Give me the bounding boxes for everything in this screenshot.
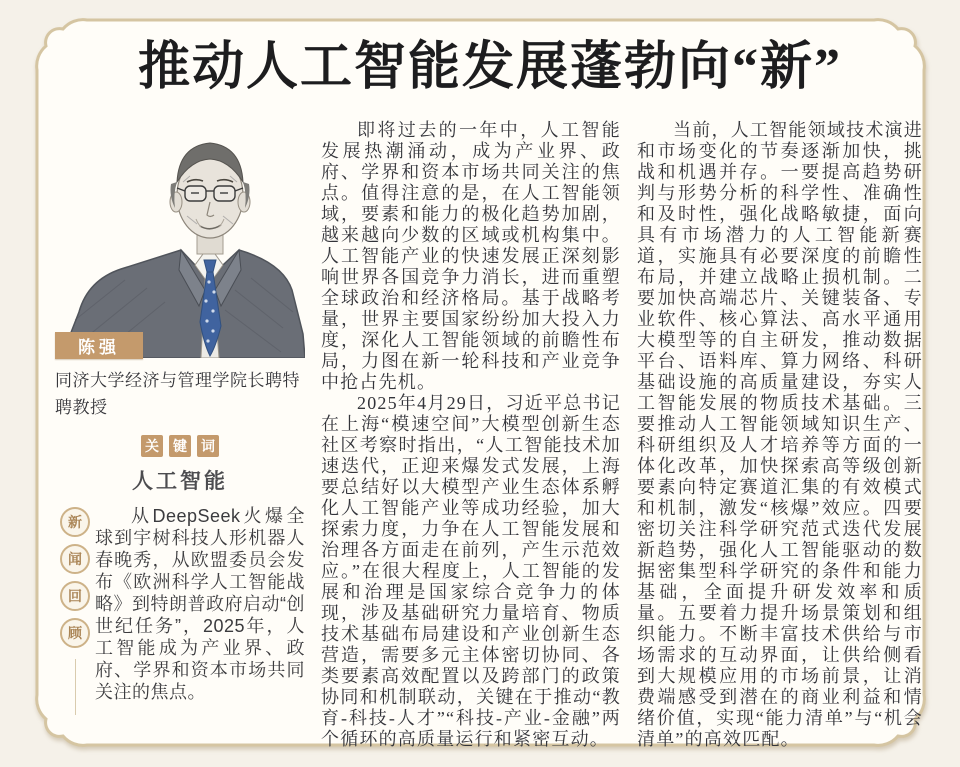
keyword-label-char: 词 <box>197 435 219 457</box>
news-review-badge: 新 <box>60 507 90 537</box>
article-title: 推动人工智能发展蓬勃向“新” <box>137 39 842 96</box>
news-review-badge: 顾 <box>60 618 90 648</box>
article-paragraph: 2025年4月29日，习近平总书记在上海“模速空间”大模型创新生态社区考察时指出，“人工智能技术加速迭代，正迎来爆发式发展，上海要总结好以大模型产业生态体系孵化人工智能产业等成功经验，加大探索力度，力争在人工智能发展和治理各方面走在前列，产生示范效应。”在很大程度上，人工智能的发展和治理是国家综合竞争力的体现，涉及基础研究力量培育、物质技术基础布局建设和产业创新生态营造，需要多元主体密切协同、各类要素高效配置以及跨部门的政策协同和机制联动，关键在于推动“教育-科技-人才”“科技-产业-金融”两个循环的高质量运行和紧密互动。 <box>321 393 621 749</box>
news-review-paragraph: 从DeepSeek火爆全球到宇树科技人形机器人春晚秀，从欧盟委员会发布《欧洲科学人工智能战略》到特朗普政府启动“创世纪任务”，2025年，人工智能成为产业界、政府、学界和资本市场共同关注的焦点。 <box>95 506 305 702</box>
news-review-badge: 回 <box>60 581 90 611</box>
author-column <box>55 120 305 715</box>
article-paragraph: 即将过去的一年中，人工智能发展热潮涌动，成为产业界、政府、学界和资本市场共同关注的焦点。值得注意的是，在人工智能领域，要素和能力的极化趋势加剧，越来越向少数的区域或机构集中。人工智能产业的快速发展正深刻影响世界各国竞争力消长，进而重塑全球政治和经济格局。基于战略考量，世界主要国家纷纷加大投入力度，深化人工智能领域的前瞻性布局，力图在新一轮科技和产业竞争中抢占先机。 <box>321 120 621 392</box>
author-affiliation: 同济大学经济与管理学院长聘特聘教授 <box>55 371 300 417</box>
article-paragraph: 当前，人工智能领域技术演进和市场变化的节奏逐渐加快，挑战和机遇并存。一要提高趋势研判与形势分析的科学性、准确性和及时性，强化战略敏捷，面向具有市场潜力的人工智能新赛道，实施具有必要深度的前瞻性布局，并建立战略止损机制。二要加快高端芯片、关键装备、专业软件、核心算法、高水平通用大模型等的自主研发，推动数据平台、语料库、算力网络、科研基础设施的高质量建设，夯实人工智能发展的物质技术基础。三要推动人工智能领域知识生产、科研组织及人才培养等方面的一体化改革，加快探索高等级创新要素向特定赛道汇集的有效模式和机制，激发“核爆”效应。四要密切关注科学研究范式迭代发展新趋势，强化人工智能驱动的数据密集型科学研究的条件和能力基础，全面提升研发效率和质量。五要着力提升场景策划和组织能力。不断丰富技术供给与市场需求的互动界面，让供给侧看到大规模应用的市场前景，让消费端感受到潜在的商业利益和情绪价值，实现“能力清单”与“机会清单”的高效匹配。 <box>637 120 923 749</box>
news-review-badge-column <box>55 505 95 715</box>
author-portrait-sketch <box>55 120 305 358</box>
article-column-2 <box>637 120 923 750</box>
news-review-badge: 闻 <box>60 544 90 574</box>
article-column-1 <box>321 120 621 750</box>
keyword-label-char: 键 <box>169 435 191 457</box>
author-name-badge: 陈强 <box>55 332 143 359</box>
keyword-label-char: 关 <box>141 435 163 457</box>
review-divider-line <box>75 659 76 715</box>
article-content <box>55 34 925 750</box>
keyword-label <box>55 435 305 457</box>
keyword-value: 人工智能 <box>132 470 228 493</box>
news-review-section <box>55 505 305 715</box>
portrait-illustration <box>55 120 305 358</box>
article-columns <box>55 120 925 750</box>
